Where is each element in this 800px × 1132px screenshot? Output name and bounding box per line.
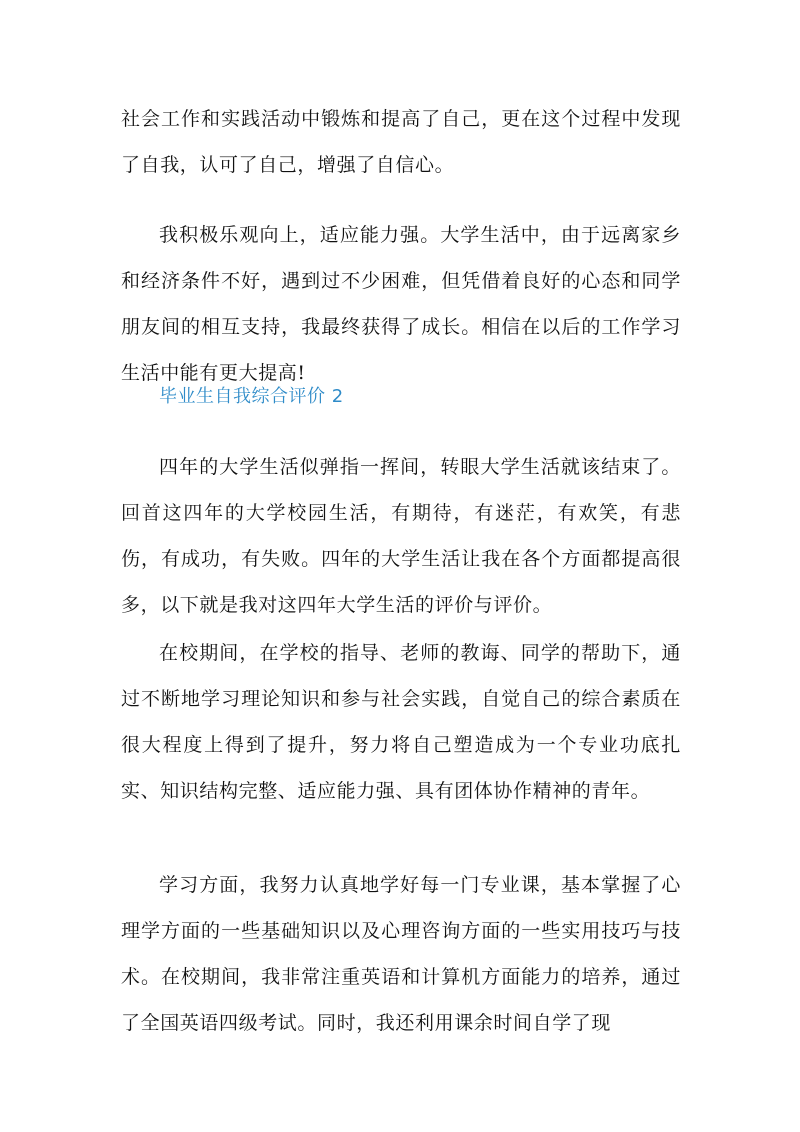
paragraph-3-block xyxy=(121,444,681,628)
paragraph-5-block xyxy=(121,862,681,1046)
paragraph-continuation: 社会工作和实践活动中锻炼和提高了自己，更在这个过程中发现了自我，认可了自己，增强了自信心。 xyxy=(121,108,681,176)
paragraph-campus-growth: 在校期间，在学校的指导、老师的教诲、同学的帮助下，通过不断地学习理论知识和参与社会实践，自觉自己的综合素质在很大程度上得到了提升，努力将自己塑造成为一个专业功底扎实、知识结构完整、适应能力强、具有团体协作精神的青年。 xyxy=(121,642,681,802)
paragraph-four-years: 四年的大学生活似弹指一挥间，转眼大学生活就该结束了。回首这四年的大学校园生活，有期待，有迷茫，有欢笑，有悲伤，有成功，有失败。四年的大学生活让我在各个方面都提高很多，以下就是我对这四年大学生活的评价与评价。 xyxy=(121,456,681,616)
paragraph-2-block xyxy=(121,212,681,396)
section-heading: 毕业生自我综合评价 2 xyxy=(159,386,344,407)
paragraph-4-block xyxy=(121,630,681,814)
paragraph-optimism: 我积极乐观向上，适应能力强。大学生活中，由于远离家乡和经济条件不好，遇到过不少困难，但凭借着良好的心态和同学朋友间的相互支持，我最终获得了成长。相信在以后的工作学习生活中能有更大提高! xyxy=(121,224,681,384)
paragraph-study: 学习方面，我努力认真地学好每一门专业课，基本掌握了心理学方面的一些基础知识以及心理咨询方面的一些实用技巧与技术。在校期间，我非常注重英语和计算机方面能力的培养，通过了全国英语四级考试。同时，我还利用课余时间自学了现 xyxy=(121,874,681,1034)
paragraph-1-block xyxy=(121,96,681,188)
